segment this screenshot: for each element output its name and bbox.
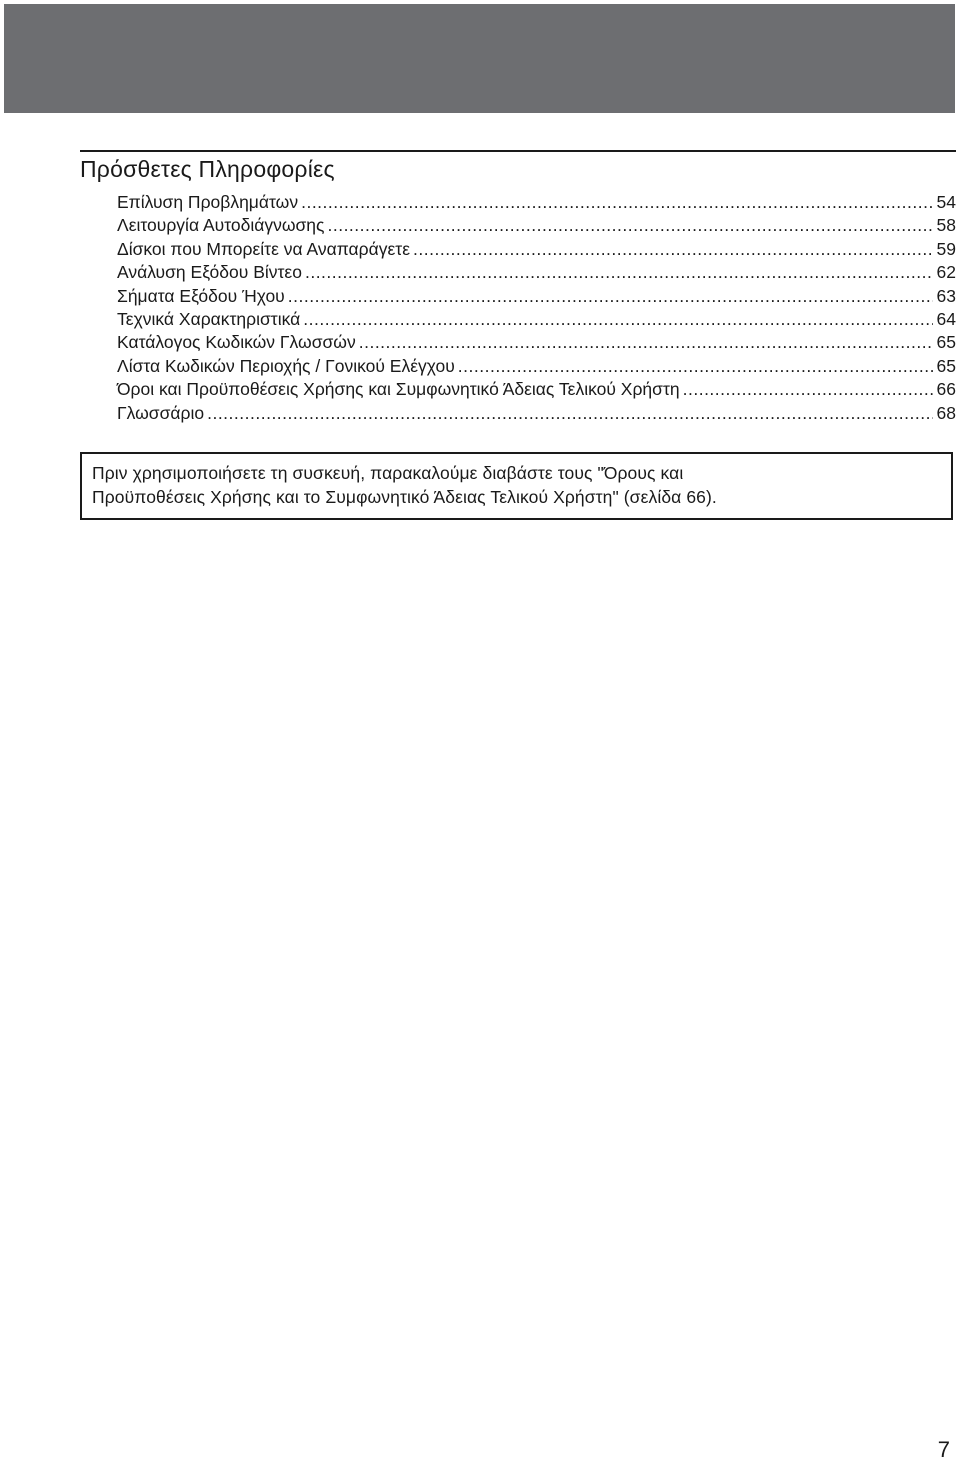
toc-dot-leader (683, 378, 933, 401)
notice-line-2: Προϋποθέσεις Χρήσης και το Συμφωνητικό Άδειας Τελικού Χρήστη" (σελίδα 66). (92, 487, 717, 507)
toc-entry-page: 54 (936, 192, 956, 212)
toc-entry[interactable] (117, 191, 956, 214)
toc-entry[interactable] (117, 308, 956, 331)
toc-entry-page: 58 (936, 215, 956, 236)
toc-entry-title: Επίλυση Προβλημάτων (117, 192, 299, 212)
header-band (4, 4, 955, 113)
toc-entry[interactable] (117, 378, 956, 401)
toc-entry-page: 64 (936, 308, 956, 329)
toc-entry-title: Όροι και Προϋποθέσεις Χρήσης και Συμφωνητικό Άδειας Τελικού Χρήστη (117, 379, 680, 400)
toc-entry-title: Λίστα Κωδικών Περιοχής / Γονικού Ελέγχου (117, 355, 455, 376)
toc-entry[interactable] (117, 214, 956, 237)
additional-info-section (80, 150, 956, 425)
toc-entry-page: 65 (936, 355, 956, 376)
toc-dot-leader (305, 261, 933, 284)
toc-entry[interactable] (117, 402, 956, 425)
toc-entry-title: Κατάλογος Κωδικών Γλωσσών (117, 332, 356, 353)
toc-entry[interactable] (117, 238, 956, 261)
section-rule (80, 150, 956, 152)
section-title: Πρόσθετες Πληροφορίες (80, 156, 335, 182)
toc-dot-leader (301, 191, 932, 214)
toc-entry[interactable] (117, 331, 956, 354)
notice-line-1: Πριν χρησιμοποιήσετε τη συσκευή, παρακαλούμε διαβάστε τους "Όρους και (92, 463, 684, 483)
toc-entry-page: 63 (936, 285, 956, 306)
toc-dot-leader (303, 308, 932, 331)
toc-entry-title: Δίσκοι που Μπορείτε να Αναπαράγετε (117, 238, 411, 259)
toc-entry-page: 59 (936, 238, 956, 259)
toc-dot-leader (458, 355, 933, 378)
toc-dot-leader (288, 285, 933, 308)
table-of-contents (80, 191, 956, 425)
toc-entry[interactable] (117, 285, 956, 308)
toc-entry-title: Γλωσσάριο (117, 402, 205, 423)
toc-entry[interactable] (117, 261, 956, 284)
toc-entry-title: Ανάλυση Εξόδου Βίντεο (117, 262, 302, 283)
page-number: 7 (937, 1437, 950, 1462)
toc-dot-leader (359, 331, 933, 354)
toc-entry-title: Σήματα Εξόδου Ήχου (117, 285, 285, 306)
toc-entry-page: 68 (936, 402, 956, 423)
toc-dot-leader (413, 238, 933, 261)
toc-entry[interactable] (117, 355, 956, 378)
toc-entry-page: 62 (936, 262, 956, 283)
toc-entry-title: Τεχνικά Χαρακτηριστικά (117, 308, 301, 329)
toc-entry-page: 66 (936, 379, 956, 400)
toc-entry-title: Λειτουργία Αυτοδιάγνωσης (117, 215, 325, 236)
toc-entry-page: 65 (936, 332, 956, 353)
toc-dot-leader (327, 214, 932, 237)
notice-box (80, 452, 953, 520)
toc-dot-leader (207, 402, 932, 425)
